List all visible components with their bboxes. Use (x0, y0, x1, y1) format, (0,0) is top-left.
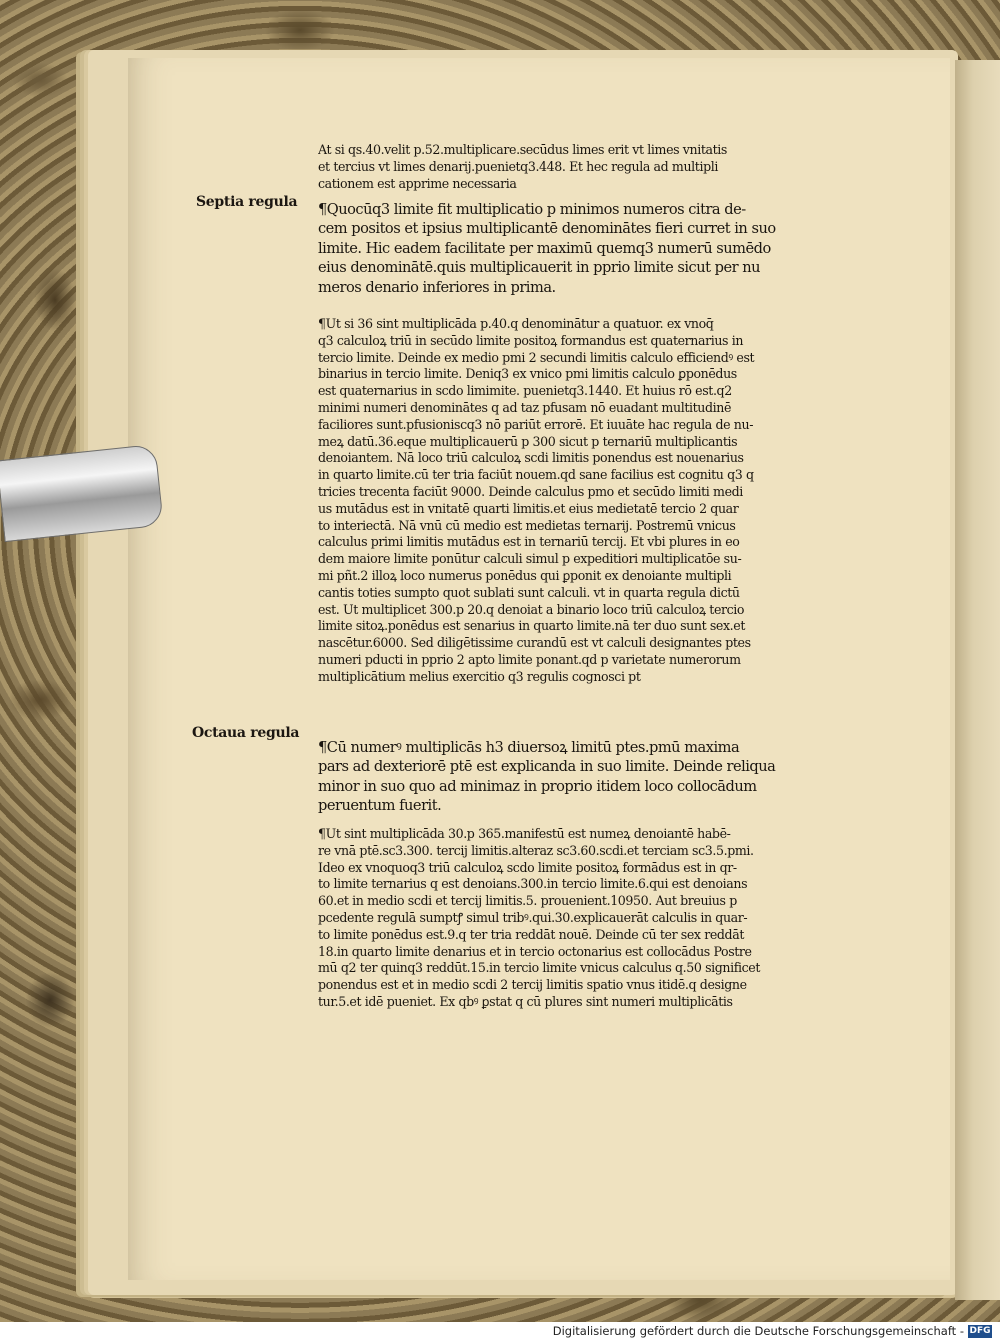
text-line: meros denario inferiores in prima. (318, 278, 556, 296)
text-line: At si qs.40.velit p.52.multiplicare.secūdus limes erit vt limes vnitatis (318, 142, 727, 157)
text-line: mi pñt.2 illoꝝ loco numerus ponēdus qui ꝑponit ex denoiante multipli (318, 567, 732, 583)
text-line: et tercius vt limes denarij.puenietq3.448. Et hec regula ad multipli (318, 158, 719, 174)
text-line: cem positos et ipsius multiplicantē denominātes fieri curret in suo (318, 220, 776, 238)
text-line: Ideo ex vnoquoq3 triū calculoꝝ scdo limite positoꝝ formādus est in qr- (318, 859, 737, 875)
book-clamp (0, 444, 164, 542)
text-line: nascētur.6000. Sed diligētissime curandū est vt calculi designantes ptes (318, 635, 751, 651)
text-line: eius denominātē.quis multiplicauerit in pprio limite sicut per nu (318, 259, 761, 277)
text-line: re vnā ptē.sc3.300. tercij limitis.alteraz sc3.60.scdi.et terciam sc3.5.pmi. (318, 842, 754, 858)
text-line: tricies trecenta faciūt 9000. Deinde calculus pmo et secūdo limiti medi (318, 483, 743, 499)
text-line: minor in suo quo ad minimaz in proprio itidem loco collocādum (318, 777, 757, 795)
text-line: in quarto limite.cū ter tria faciūt nouem.qd sane facilius est cognitu q3 q (318, 467, 754, 483)
text-block-1 (318, 142, 856, 192)
text-line: to limite ternarius q est denoians.300.in tercio limite.6.qui est denoians (318, 876, 748, 892)
text-line: minimi numeri denominātes q ad taz pfusam nō euadant multitudinē (318, 399, 732, 415)
text-line: meꝝ datū.36.eque multiplicauerū p 300 sicut p ternariū multiplicantis (318, 433, 738, 449)
text-block-4 (318, 738, 856, 816)
text-line: ponendus est et in medio scdi 2 tercij limitis spatio vnus itidē.q designe (318, 977, 747, 993)
text-block-5 (318, 826, 856, 1011)
text-line: est quaternarius in scdo limimite. puenietq3.1440. Et huius rō est.q2 (318, 383, 732, 399)
text-line: denoiantem. Nā loco triū calculoꝝ scdi limitis ponendus est nouenarius (318, 450, 744, 466)
text-line: us mutādus est in vnitatē quarti limitis.et eius medietatē tercio 2 quar (318, 500, 739, 516)
text-line: cationem est apprime necessaria (318, 175, 517, 191)
text-line: dem maiore limite ponūtur calculi simul p expeditiori multiplicatōe su- (318, 551, 742, 567)
text-line: 60.et in medio scdi et tercij limitis.5. prouenient.10950. Aut breuius p (318, 893, 737, 909)
footer-credit: Digitalisierung gefördert durch die Deutsche Forschungsgemeinschaft - (552, 1324, 964, 1338)
text-line: ¶Quocūq3 limite fit multiplicatio p minimos numeros citra de- (318, 201, 746, 218)
margin-note-octava: Octaua regula (192, 725, 300, 741)
text-line: to limite ponēdus est.9.q ter tria reddāt nouē. Deinde cū ter sex reddāt (318, 926, 744, 942)
text-line: faciliores sunt.pfusioniscq3 nō pariūt errorē. Et iuuāte hac regula de nu- (318, 416, 754, 432)
text-line: cantis toties sumpto quot sublati sunt calculi. vt in quarta regula dictū (318, 584, 740, 600)
text-line: pcedente regulā sumptꝭ simul tribꝰ.qui.30.explicauerāt calculis in quar- (318, 909, 748, 925)
text-line: to interiectā. Nā vnū cū medio est medietas ternarij. Postremū vnicus (318, 517, 736, 533)
text-block-3 (318, 316, 856, 686)
text-line: ¶Ut si 36 sint multiplicāda p.40.q denominātur a quatuor. ex vnoq̄ (318, 316, 714, 331)
text-line: numeri pducti in pprio 2 apto limite ponant.qd p varietate numerorum (318, 651, 741, 667)
dfg-logo-icon: DFG (969, 1326, 991, 1336)
text-line: peruentum fuerit. (318, 797, 442, 815)
facing-page-edge (955, 60, 1000, 1300)
text-line: pars ad dexteriorē ptē est explicanda in suo limite. Deinde reliqua (318, 758, 776, 776)
text-line: 18.in quarto limite denarius et in tercio octonarius est collocādus Postre (318, 943, 752, 959)
text-block-2 (318, 200, 856, 297)
text-line: calculus primi limitis mutādus est in ternariū tercij. Et vbi plures in eo (318, 534, 740, 550)
text-line: multiplicātium melius exercitio q3 regulis cognosci pt (318, 668, 641, 684)
text-line: tercio limite. Deinde ex medio pmi 2 secundi limitis calculo efficiendꝰ est (318, 349, 755, 365)
text-line: ¶Ut sint multiplicāda 30.p 365.manifestū est numeꝝ denoiantē habē- (318, 826, 731, 841)
text-line: mū q2 ter quinq3 reddūt.15.in tercio limite vnicus calculus q.50 significet (318, 960, 761, 976)
text-line: ¶Cū numerꝰ multiplicās h3 diuersoꝝ limitū ptes.pmū maxima (318, 739, 740, 756)
text-line: binarius in tercio limite. Deniq3 ex vnico pmi limitis calculo ꝑponēdus (318, 366, 737, 382)
footer-bar (0, 1322, 1000, 1342)
text-line: est. Ut multiplicet 300.p 20.q denoiat a binario loco triū calculoꝝ tercio (318, 601, 745, 617)
text-line: q3 calculoꝝ triū in secūdo limite positoꝝ formandus est quaternarius in (318, 332, 744, 348)
text-line: limite sitoꝝ.ponēdus est senarius in quarto limite.nā ter duo sunt sex.et (318, 618, 745, 634)
text-line: tur.5.et idē pueniet. Ex qbꝰ ꝑstat q cū plures sint numeri multiplicātis (318, 993, 733, 1009)
margin-note-septima: Septia regula (196, 194, 298, 210)
text-line: limite. Hic eadem facilitate per maximū quemq3 numerū sumēdo (318, 239, 771, 257)
